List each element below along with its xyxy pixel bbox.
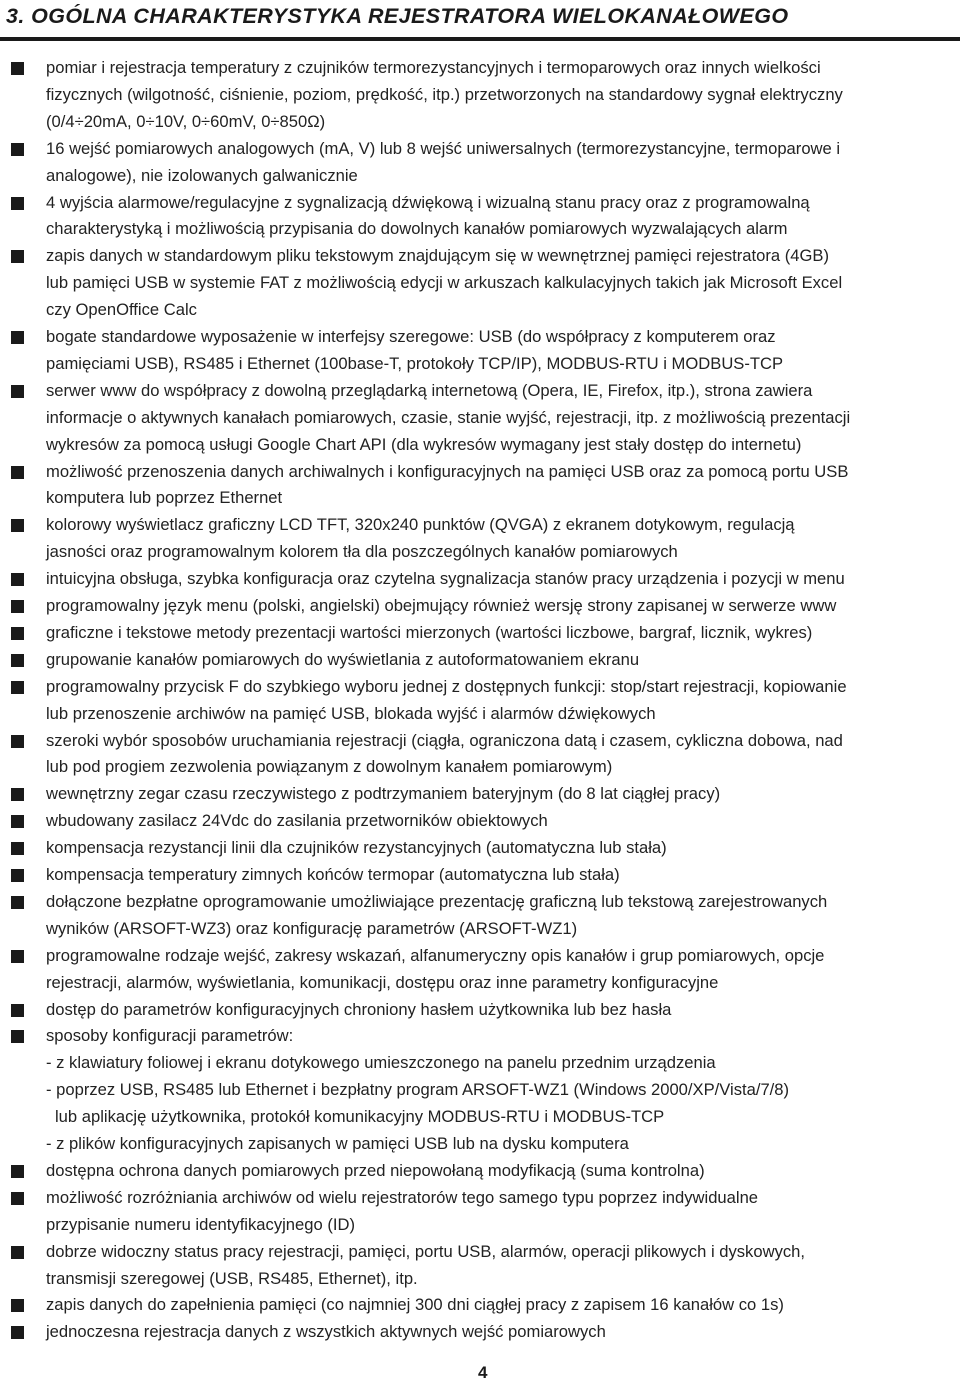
list-item-line: transmisji szeregowej (USB, RS485, Ethernet), itp. [46,1268,418,1288]
list-item-line: kompensacja rezystancji linii dla czujników rezystancyjnych (automatyczna lub stała) [46,838,667,858]
bullet-marker [11,896,24,909]
bullet-marker [11,788,24,801]
list-item-line: serwer www do współpracy z dowolną przeglądarką internetową (Opera, IE, Firefox, itp.), strona zawiera [46,380,813,400]
list-item-line: analogowe), nie izolowanych galwanicznie [46,165,358,185]
list-item-line: wyników (ARSOFT-WZ3) oraz konfigurację parametrów (ARSOFT-WZ1) [46,918,578,938]
bullet-marker [11,1004,24,1017]
bullet-marker [11,331,24,344]
bullet-marker [11,1299,24,1312]
list-item-line: szeroki wybór sposobów uruchamiania rejestracji (ciągła, ograniczona datą i czasem, cykliczna dobowa, nad [46,730,843,750]
bullet-marker [11,950,24,963]
list-item-line: kolorowy wyświetlacz graficzny LCD TFT, 320x240 punktów (QVGA) z ekranem dotykowym, regulacją [46,515,795,535]
list-item-line: grupowanie kanałów pomiarowych do wyświetlania z autoformatowaniem ekranu [46,649,640,669]
list-item-line: wbudowany zasilacz 24Vdc do zasilania przetworników obiektowych [46,811,548,831]
sub-item-line: lub aplikację użytkownika, protokół komunikacyjny MODBUS-RTU i MODBUS-TCP [55,1107,665,1127]
bullet-marker [11,62,24,75]
sub-item-line: - z klawiatury foliowej i ekranu dotykowego umieszczonego na panelu przednim urządzenia [46,1053,716,1073]
bullet-marker [11,519,24,532]
list-item-line: 16 wejść pomiarowych analogowych (mA, V) lub 8 wejść uniwersalnych (termorezystancyjne, termoparowe i [46,138,841,158]
bullet-marker [11,842,24,855]
bullet-marker [11,681,24,694]
list-item-line: zapis danych w standardowym pliku tekstowym znajdującym się w wewnętrznej pamięci rejestratora (4GB) [46,246,829,266]
list-item-line: bogate standardowe wyposażenie w interfejsy szeregowe: USB (do współpracy z komputerem oraz [46,327,776,346]
list-item-line: dostęp do parametrów konfiguracyjnych chroniony hasłem użytkownika lub bez hasła [46,999,672,1019]
list-item-line: dołączone bezpłatne oprogramowanie umożliwiające prezentację graficzną lub tekstową zarejestrowanych [46,891,828,911]
heading-rule [0,37,960,41]
bullet-marker [11,143,24,156]
list-item-line: kompensacja temperatury zimnych końców termopar (automatyczna lub stała) [46,865,620,884]
section-heading: 3. OGÓLNA CHARAKTERYSTYKA REJESTRATORA WIELOKANAŁOWEGO [6,4,789,28]
list-item-line: dostępna ochrona danych pomiarowych przed niepowołaną modyfikacją (suma kontrolna) [46,1160,705,1180]
list-item-line: rejestracji, alarmów, wyświetlania, komunikacji, dostępu oraz inne parametry konfiguracyjne [46,972,719,992]
list-item-line: informacje o aktywnych kanałach pomiarowych, czasie, stanie wyjść, rejestracji, itp. z możliwością prezentacji [46,407,851,427]
bullet-marker [11,573,24,586]
page-number: 4 [478,1363,488,1382]
bullet-marker [11,600,24,613]
bullet-marker [11,250,24,263]
bullet-marker [11,1326,24,1339]
list-item-line: fizycznych (wilgotność, ciśnienie, poziom, prędkość, itp.) przetworzonych na standardowy sygnał elektryczny [46,84,843,104]
bullet-marker [11,1192,24,1205]
list-item-line: jasności oraz programowalnym kolorem tła dla poszczególnych kanałów pomiarowych [46,542,678,562]
list-item-line: pamięciami USB), RS485 i Ethernet (100base-T, protokoły TCP/IP), MODBUS-RTU i MODBUS-TCP [46,353,784,373]
bullet-marker [11,1246,24,1259]
bullet-marker [11,385,24,398]
bullet-marker [11,815,24,828]
list-item-line: charakterystyką i możliwością przypisania do dowolnych kanałów pomiarowych wyzwalających alarm [46,219,788,239]
bullet-marker [11,466,24,479]
bullet-marker [11,654,24,667]
list-item-line: lub pod progiem zezwolenia powiązanym z dowolnym kanałem pomiarowym) [46,757,613,777]
list-item-line: dobrze widoczny status pracy rejestracji, pamięci, portu USB, alarmów, operacji plikowych i dyskowych, [46,1241,806,1261]
list-item-line: czy OpenOffice Calc [46,300,197,320]
list-item-line: graficzne i tekstowe metody prezentacji wartości mierzonych (wartości liczbowe, bargraf, licznik, wykres) [46,622,813,642]
list-item-line: wykresów za pomocą usługi Google Chart API (dla wykresów wymagany jest stały dostęp do internetu) [46,434,802,454]
bullet-marker [11,627,24,640]
list-item-line: 4 wyjścia alarmowe/regulacyjne z sygnalizacją dźwiękową i wizualną stanu pracy oraz z programowalną [46,192,810,212]
list-item-line: pomiar i rejestracja temperatury z czujników termorezystancyjnych i termoparowych oraz innych wielkości [46,58,821,77]
list-item-line: możliwość rozróżniania archiwów od wielu rejestratorów tego samego typu poprzez indywidualne [46,1187,759,1207]
list-item-line: lub przenoszenie archiwów na pamięć USB, blokada wyjść i alarmów dźwiękowych [46,703,656,723]
list-item-line: zapis danych do zapełnienia pamięci (co najmniej 300 dni ciągłej pracy z zapisem 16 kanałów co 1s) [46,1295,784,1315]
list-item-line: programowalny język menu (polski, angielski) obejmujący również wersję strony zapisanej w serwerze www [46,596,837,615]
bullet-marker [11,735,24,748]
list-item-line: wewnętrzny zegar czasu rzeczywistego z podtrzymaniem bateryjnym (do 8 lat ciągłej pracy) [46,784,721,804]
list-item-line: komputera lub poprzez Ethernet [46,488,283,508]
list-item-line: jednoczesna rejestracja danych z wszystkich aktywnych wejść pomiarowych [46,1322,606,1342]
list-item-line: przypisanie numeru identyfikacyjnego (ID) [46,1214,355,1234]
list-item-line: lub pamięci USB w systemie FAT z możliwością edycji w arkuszach kalkulacyjnych takich jak Microsoft Excel [46,273,843,293]
bullet-marker [11,1165,24,1178]
list-item-line: programowalne rodzaje wejść, zakresy wskazań, alfanumeryczny opis kanałów i grup pomiarowych, opcje [46,945,825,965]
bullet-marker [11,869,24,882]
list-item-line: sposoby konfiguracji parametrów: [46,1026,294,1046]
sub-item-line: - z plików konfiguracyjnych zapisanych w pamięci USB lub na dysku komputera [46,1134,629,1153]
list-item-line: możliwość przenoszenia danych archiwalnych i konfiguracyjnych na pamięci USB oraz za pomocą portu USB [46,461,849,481]
bullet-marker [11,1030,24,1043]
list-item-line: (0/4÷20mA, 0÷10V, 0÷60mV, 0÷850Ω) [46,111,326,131]
list-item-line: programowalny przycisk F do szybkiego wyboru jednej z dostępnych funkcji: stop/start rejestracji, kopiowanie [46,676,847,696]
list-item-line: intuicyjna obsługa, szybka konfiguracja oraz czytelna sygnalizacja stanów pracy urządzenia i pozycji w menu [46,569,845,589]
sub-item-line: - poprzez USB, RS485 lub Ethernet i bezpłatny program ARSOFT-WZ1 (Windows 2000/XP/Vista/7/8) [46,1080,790,1100]
bullet-marker [11,197,24,210]
